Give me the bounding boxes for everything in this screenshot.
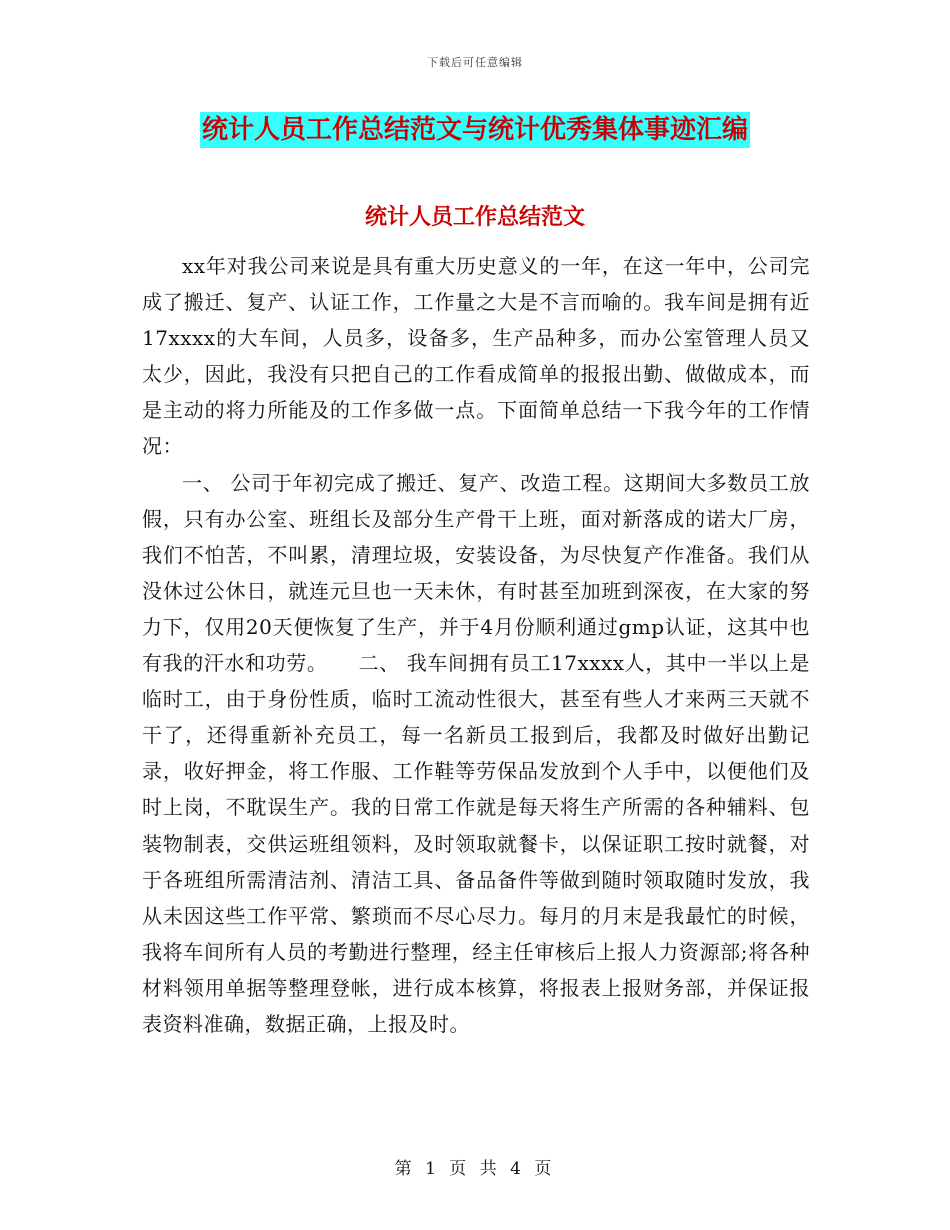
page-footer: 第 1 页 共 4 页	[394, 1159, 556, 1179]
paragraph-intro: xx年对我公司来说是具有重大历史意义的一年，在这一年中，公司完成了搬迁、复产、认证工作，工作量之大是不言而喻的。我车间是拥有近17xxxx的大车间，人员多，设备多，生产品种多，而办公室管理人员又太少，因此，我没有只把自己的工作看成简单的报报出勤、做做成本，而是主动的将力所能及的工作多做一点。下面简单总结一下我今年的工作情况：	[142, 254, 810, 459]
header-note: 下载后可任意编辑	[427, 56, 523, 69]
section-title: 统计人员工作总结范文	[364, 204, 585, 230]
body-text	[142, 248, 810, 1042]
main-title-wrapper	[0, 112, 950, 148]
main-title: 统计人员工作总结范文与统计优秀集体事迹汇编	[200, 112, 750, 148]
paragraph-main: 一、 公司于年初完成了搬迁、复产、改造工程。这期间大多数员工放假，只有办公室、班组长及部分生产骨干上班，面对新落成的诺大厂房，我们不怕苦，不叫累，清理垃圾，安装设备，为尽快复产作准备。我们从没休过公休日，就连元旦也一天未休，有时甚至加班到深夜，在大家的努力下，仅用20天便恢复了生产，并于4月份顺利通过gmp认证，这其中也有我的汗水和功劳。 二、 我车间拥有员工17xxxx人，其中一半以上是临时工，由于身份性质，临时工流动性很大，甚至有些人才来两三天就不干了，还得重新补充员工，每一名新员工报到后，我都及时做好出勤记录，收好押金，将工作服、工作鞋等劳保品发放到个人手中，以便他们及时上岗，不耽误生产。我的日常工作就是每天将生产所需的各种辅料、包装物制表，交供运班组领料，及时领取就餐卡，以保证职工按时就餐，对于各班组所需清洁剂、清洁工具、备品备件等做到随时领取随时发放，我从未因这些工作平常、繁琐而不尽心尽力。每月的月末是我最忙的时候，我将车间所有人员的考勤进行整理，经主任审核后上报人力资源部;将各种材料领用单据等整理登帐，进行成本核算，将报表上报财务部，并保证报表资料准确，数据正确，上报及时。	[142, 470, 810, 1036]
